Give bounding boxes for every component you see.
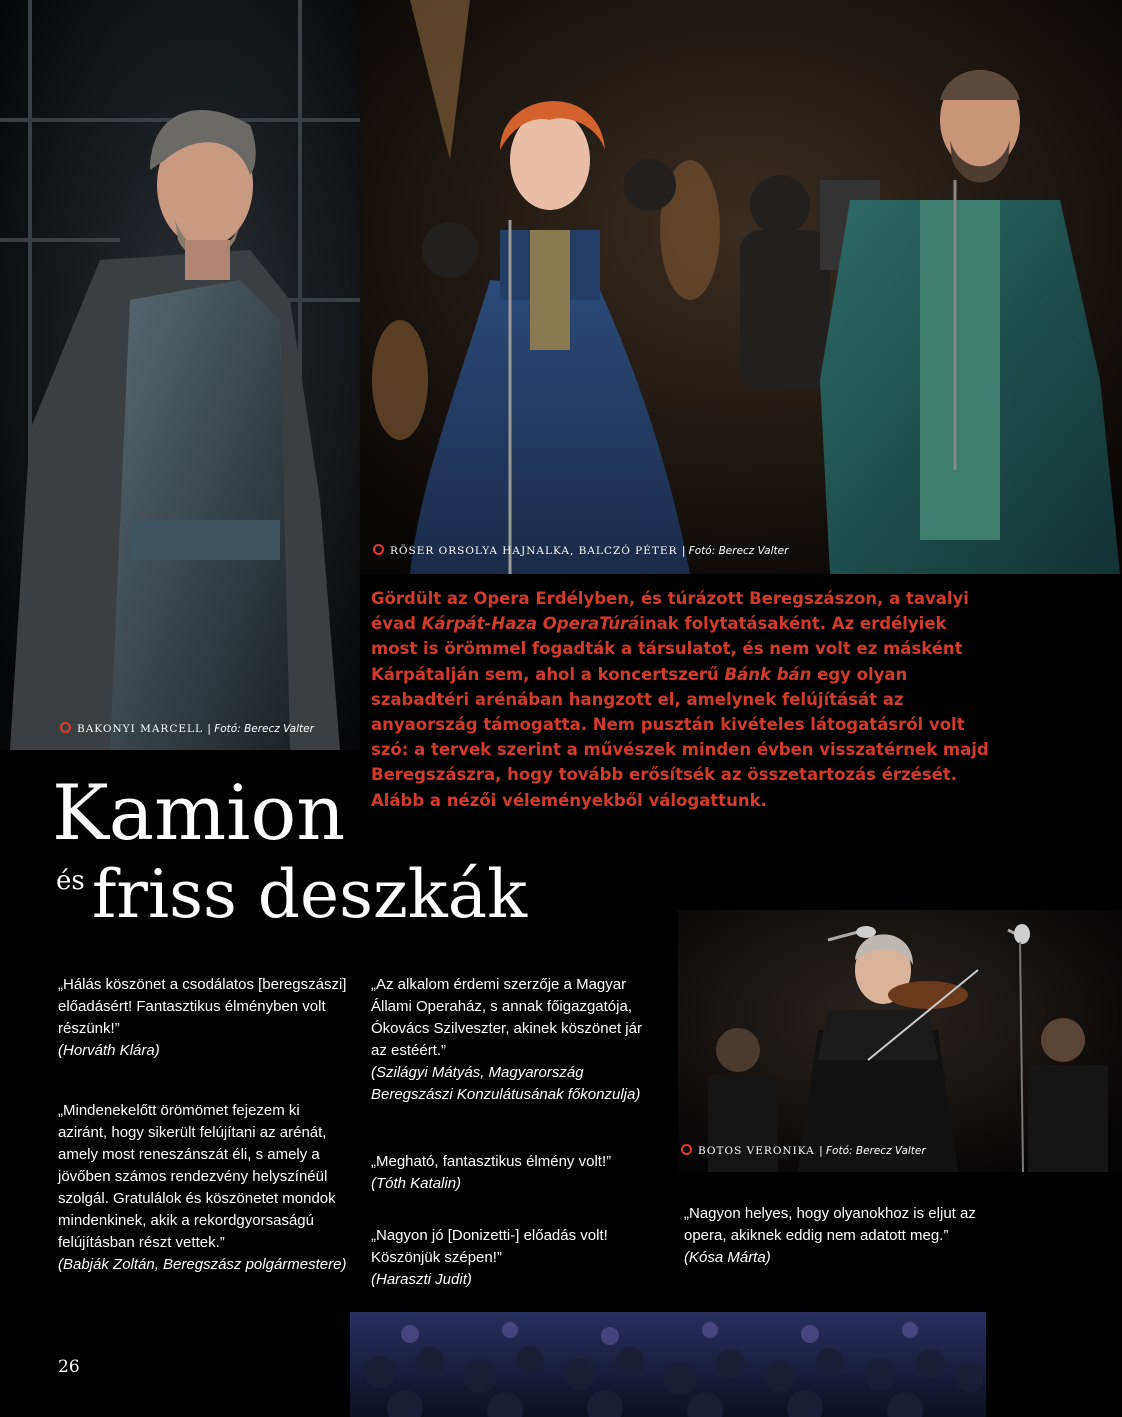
quote-text: „Nagyon helyes, hogy olyanokhoz is eljut az opera, akiknek eddig nem adatott meg.”: [684, 1205, 976, 1244]
headline-line-2: friss deszkák: [92, 856, 528, 933]
photo-bakonyi-marcell: [0, 0, 360, 750]
reader-quote: [371, 974, 661, 1106]
quote-text: „Megható, fantasztikus élmény volt!”: [371, 1153, 612, 1170]
headline-es: és: [56, 866, 85, 896]
lead-paragraph: Gördült az Opera Erdélyben, és túrázott Beregszászon, a tavalyi évad Kárpát-Haza OperaTúráinak folytatásaként. Az erdélyiek most is örömmel fogadták a társulatot, és nem volt ez másként Kárpátalján sem, ahol a koncertszerű Bánk bán egy olyan szabadtéri arénában hangzott el, amelynek felújítását az anyaország támogatta. Nem pusztán kivételes látogatásról volt szó: a tervek szerint a művészek minden évben visszatérnek majd Beregszászra, hogy tovább erősítsék az összetartozás érzését. Alább a nézői véleményekből válogattunk.: [371, 589, 989, 810]
reader-quote: [371, 1151, 661, 1195]
photo-audience: [350, 1312, 986, 1417]
reader-quote: [684, 1203, 984, 1269]
quote-text: „Mindenekelőtt örömömet fejezem ki aziránt, hogy sikerült felújítani az arénát, amely most reneszánszát éli, s amely a jövőben számos rendezvény helyszínéül szolgál. Gratulálok és köszönetet mondok mindenkinek, akik a rekordgyorsaságú felújításban részt vettek.”: [58, 1102, 336, 1251]
quote-text: „Nagyon jó [Donizetti-] előadás volt! Köszönjük szépen!”: [371, 1227, 608, 1266]
caption-marker-icon: [60, 722, 71, 733]
quote-author: (Szilágyi Mátyás, Magyarország Beregszászi Konzulátusának főkonzulja): [371, 1064, 641, 1103]
page-number: 26: [58, 1357, 80, 1377]
quote-author: (Babják Zoltán, Beregszász polgármestere): [58, 1256, 347, 1273]
quote-text: „Az alkalom érdemi szerzője a Magyar Állami Operaház, s annak főigazgatója, Ókovács Szilveszter, akinek köszönet jár az estéért.”: [371, 976, 642, 1059]
caption-marker-icon: [373, 544, 384, 555]
caption-marker-icon: [681, 1144, 692, 1155]
photo-caption: RÖSER ORSOLYA HAJNALKA, BALCZÓ PÉTER | Fotó: Berecz Valter: [373, 544, 788, 557]
reader-quote: [58, 1100, 348, 1276]
photo-roser-balczo: [360, 0, 1122, 574]
photo-botos-veronika: [678, 910, 1122, 1172]
headline-line-1: Kamion: [52, 768, 346, 857]
reader-quote: [371, 1225, 661, 1291]
quote-author: (Tóth Katalin): [371, 1175, 462, 1192]
reader-quote: [58, 974, 348, 1062]
photo-caption: BOTOS VERONIKA | Fotó: Berecz Valter: [681, 1144, 926, 1157]
lead-emphasis: Kárpát-Haza OperaTúrá: [421, 614, 640, 634]
photo-caption: BAKONYI MARCELL | Fotó: Berecz Valter: [60, 722, 314, 735]
quote-author: (Kósa Márta): [684, 1249, 771, 1266]
quote-text: „Hálás köszönet a csodálatos [beregszászi] előadásért! Fantasztikus élményben volt részünk!”: [58, 976, 347, 1037]
quote-author: (Horváth Klára): [58, 1042, 160, 1059]
quote-author: (Haraszti Judit): [371, 1271, 472, 1288]
lead-emphasis: Bánk bán: [724, 664, 812, 684]
